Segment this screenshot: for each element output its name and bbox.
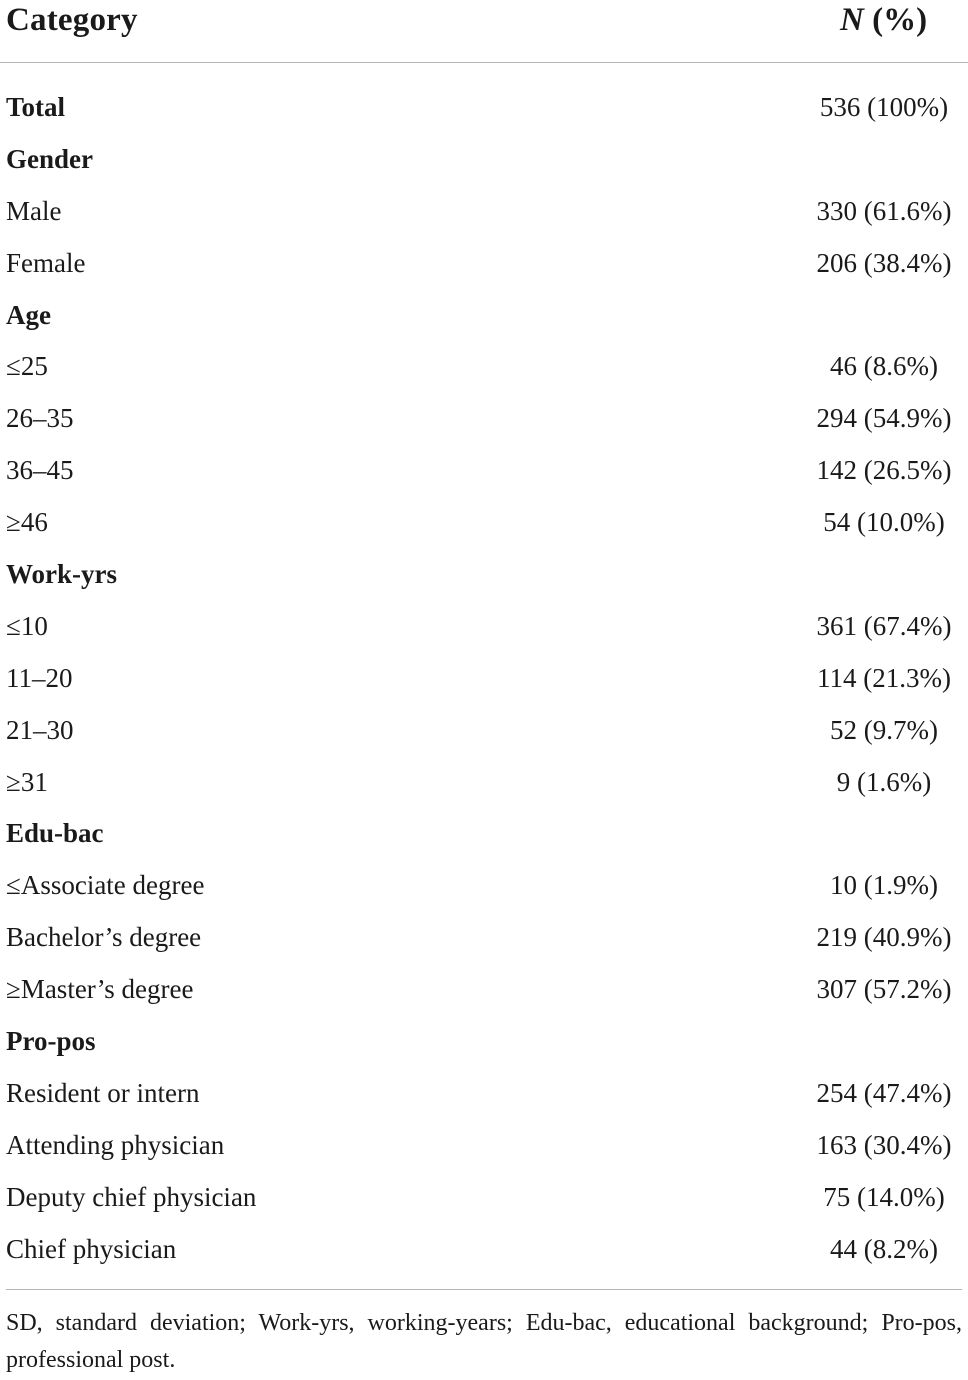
row-value: 536 (100%) [819, 92, 949, 122]
row-value: 142 (26.5%) [816, 455, 952, 486]
row-label: Resident or intern [6, 1077, 200, 1108]
table-row [0, 601, 968, 653]
row-value: 75 (14.0%) [823, 1181, 945, 1212]
row-label: Gender [6, 143, 93, 174]
section-row [0, 134, 968, 186]
percent-symbol: (%) [872, 2, 928, 38]
row-label: ≤10 [6, 610, 48, 641]
row-value: 361 (67.4%) [816, 610, 952, 641]
table-row [0, 186, 968, 238]
n-symbol: N [840, 2, 864, 38]
table-row [0, 912, 968, 964]
row-value: 114 (21.3%) [817, 662, 951, 693]
row-label: ≤25 [6, 351, 48, 382]
row-label: Attending physician [6, 1129, 225, 1160]
table-footnote: SD, standard deviation; Work-yrs, working-years; Edu-bac, educational background; Pro-pos, professional post. [6, 1310, 962, 1373]
category-column-header: Category [6, 2, 138, 38]
row-value: 54 (10.0%) [823, 507, 945, 538]
table-row [0, 1224, 968, 1276]
table-row [0, 238, 968, 290]
row-label: ≥Master’s degree [6, 974, 194, 1005]
row-label: 21–30 [6, 714, 74, 745]
row-value: 307 (57.2%) [816, 974, 952, 1005]
table-row [0, 964, 968, 1016]
table-header [0, 0, 968, 63]
row-label: Deputy chief physician [6, 1181, 257, 1212]
row-label: Age [6, 299, 51, 330]
row-label: Female [6, 247, 86, 278]
table-row [0, 1120, 968, 1172]
table-row [0, 341, 968, 393]
row-label: ≤Associate degree [6, 870, 205, 901]
section-row [0, 808, 968, 860]
row-label: 11–20 [6, 662, 73, 693]
row-label: Edu-bac [6, 818, 104, 849]
row-value: 44 (8.2%) [830, 1233, 938, 1264]
table-row [0, 497, 968, 549]
table-row [0, 653, 968, 705]
row-label: 26–35 [6, 403, 74, 434]
row-value: 254 (47.4%) [816, 1077, 952, 1108]
row-value: 52 (9.7%) [830, 714, 938, 745]
row-label: Work-yrs [6, 559, 117, 590]
table-bottom-rule [6, 1289, 962, 1290]
row-label: ≥46 [6, 507, 48, 538]
table-row [0, 1172, 968, 1224]
row-value: 9 (1.6%) [836, 766, 932, 797]
row-label: Total [6, 92, 66, 122]
row-value: 330 (61.6%) [816, 195, 952, 226]
row-value: 206 (38.4%) [816, 247, 952, 278]
row-value: 163 (30.4%) [816, 1129, 952, 1160]
table-row [0, 860, 968, 912]
section-row [0, 549, 968, 601]
row-value: 219 (40.9%) [816, 922, 952, 953]
n-percent-column-header [840, 2, 927, 39]
row-value: 46 (8.6%) [830, 351, 938, 382]
table-body [0, 82, 968, 1275]
section-row [0, 290, 968, 342]
row-value: 294 (54.9%) [816, 403, 952, 434]
table-row [0, 393, 968, 445]
row-label: Chief physician [6, 1233, 177, 1264]
section-row [0, 1016, 968, 1068]
row-value: 10 (1.9%) [830, 870, 938, 901]
table-row [0, 705, 968, 757]
row-label: Bachelor’s degree [6, 922, 202, 953]
row-label: Pro-pos [6, 1026, 96, 1057]
table-row [0, 1068, 968, 1120]
section-row [0, 82, 968, 134]
row-label: 36–45 [6, 455, 74, 486]
row-label: ≥31 [6, 766, 48, 797]
table-row [0, 445, 968, 497]
table-row [0, 757, 968, 809]
row-label: Male [6, 195, 62, 226]
